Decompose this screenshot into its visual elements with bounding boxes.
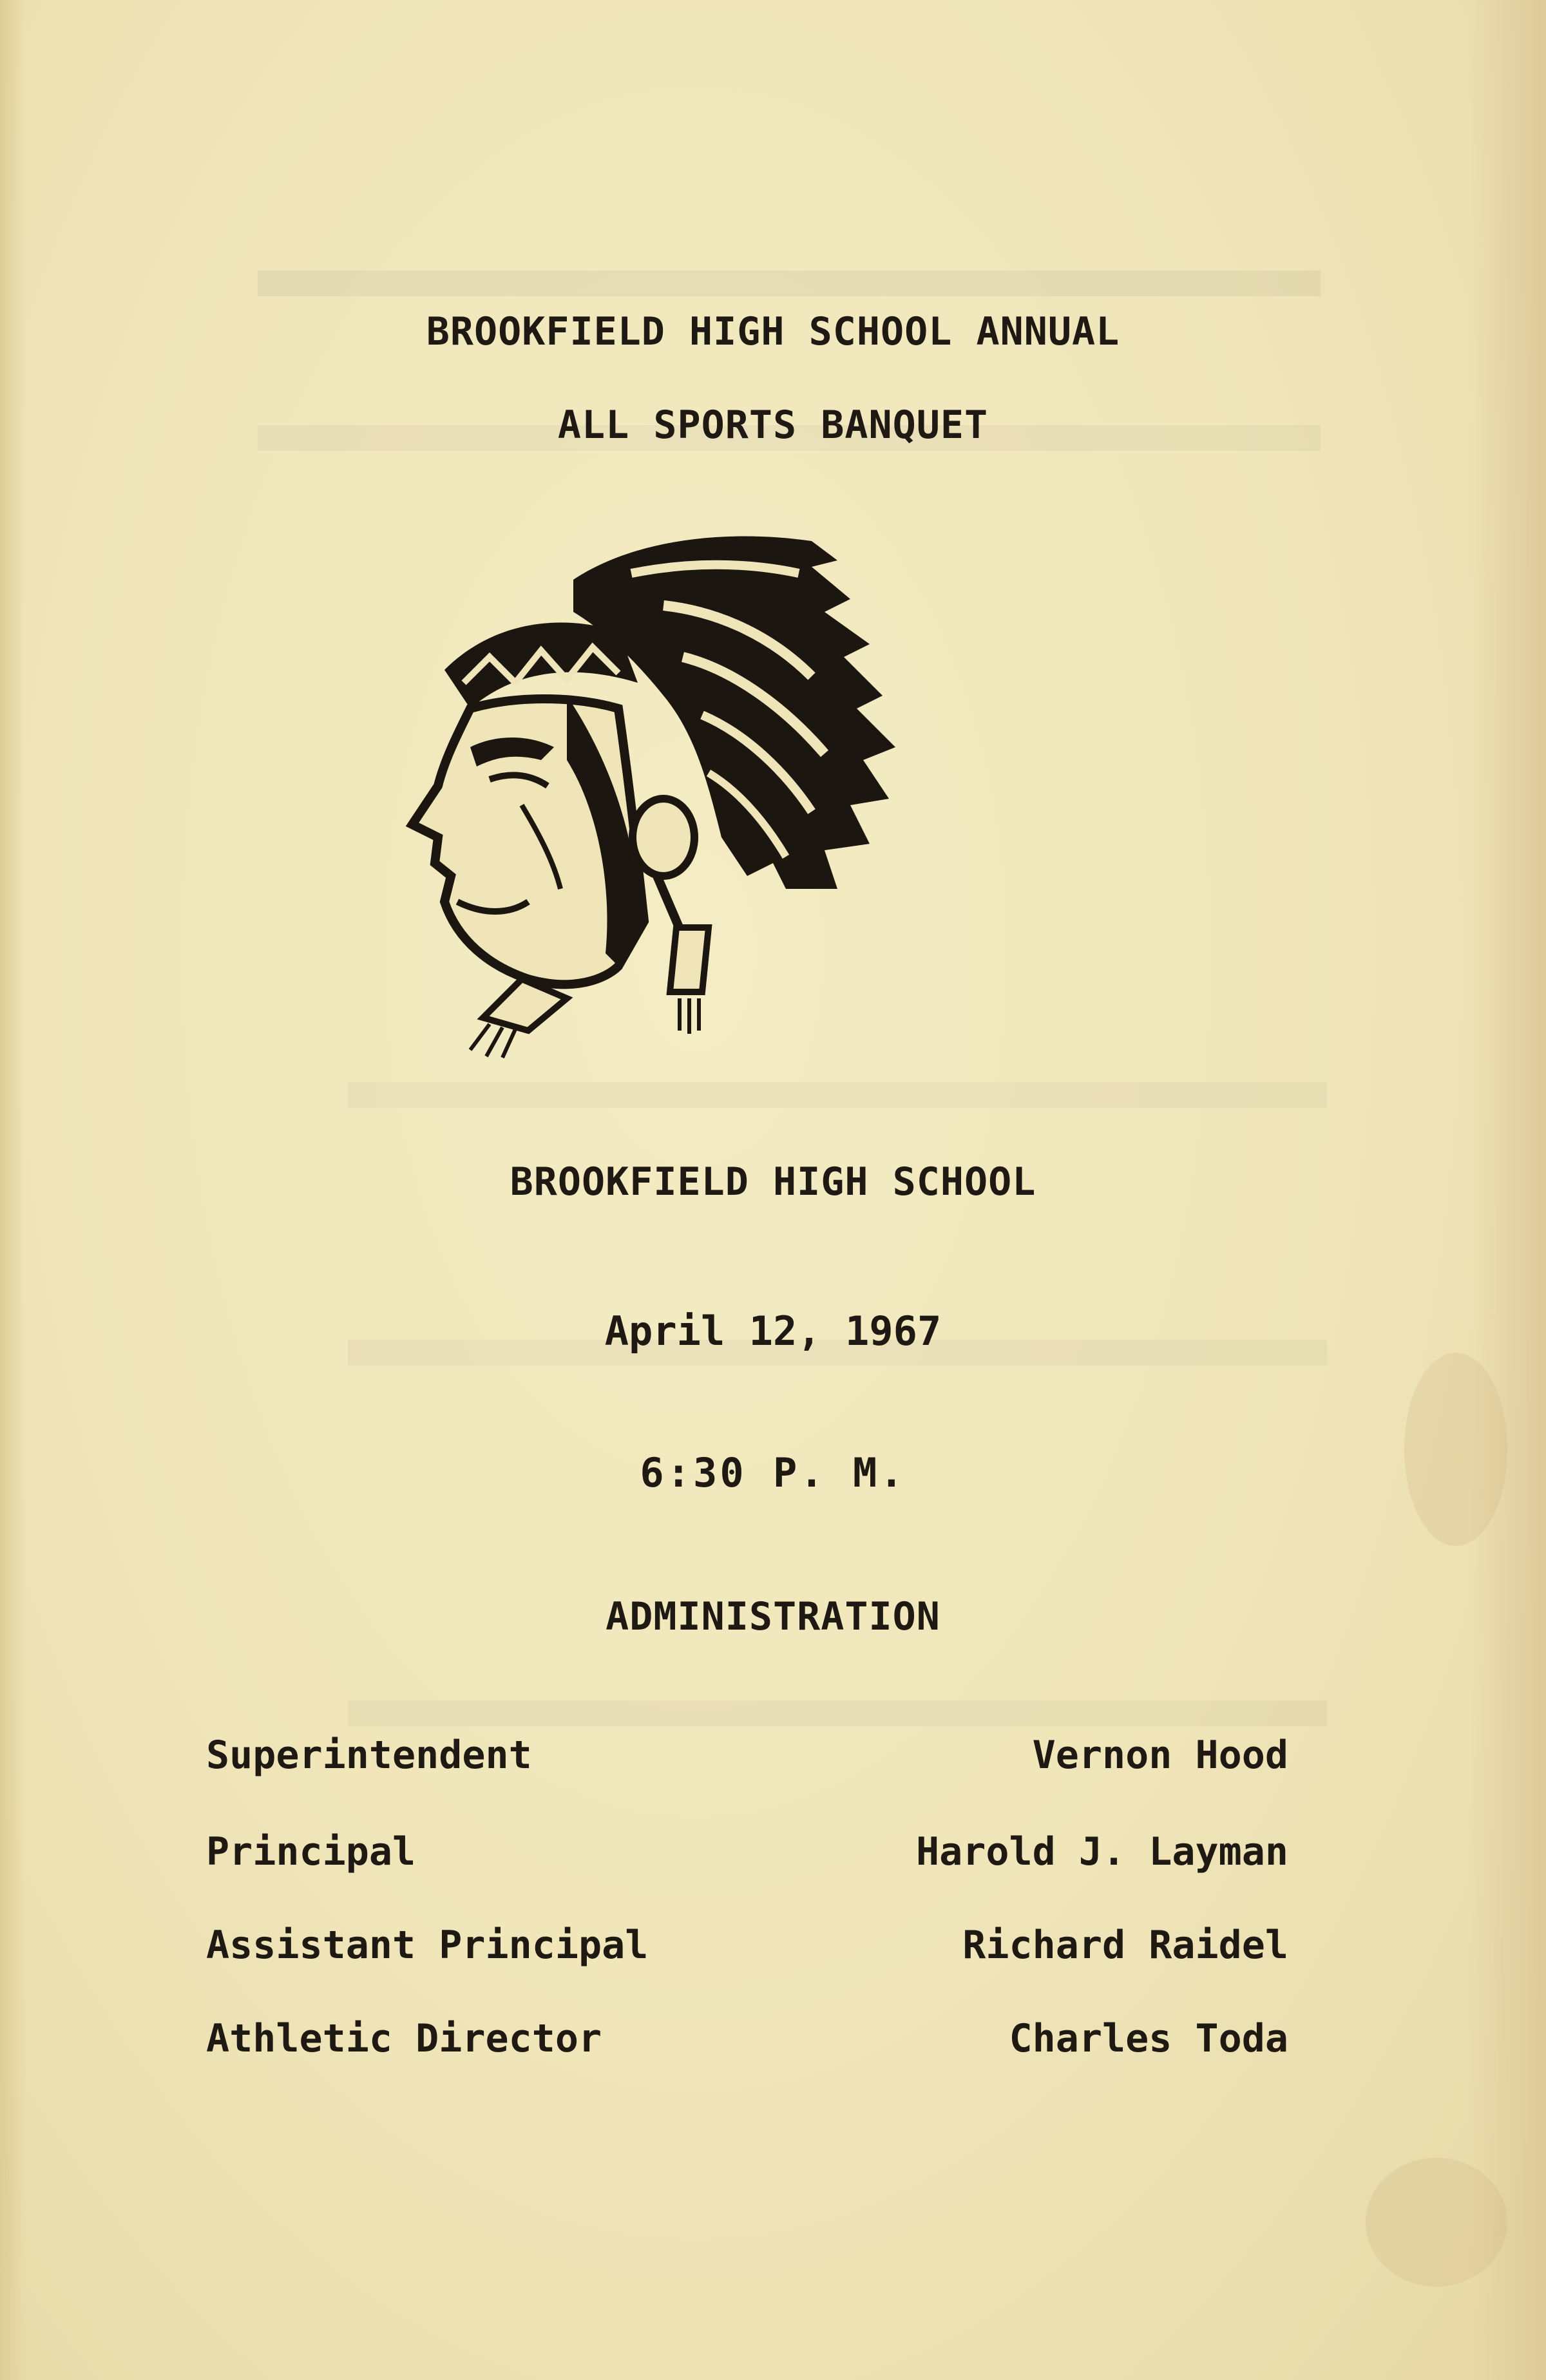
admin-name: Harold J. Layman [916,1829,1288,1874]
event-date: April 12, 1967 [604,1308,942,1355]
admin-role: Assistant Principal [206,1923,649,1968]
indian-head-mascot-icon [361,502,1031,1069]
bleed-through [258,271,1321,296]
admin-name: Vernon Hood [1032,1733,1288,1778]
banquet-title-line2: ALL SPORTS BANQUET [557,403,989,448]
admin-role: Athletic Director [206,2016,602,2061]
admin-role: Principal [206,1829,416,1874]
banquet-title-line1: BROOKFIELD HIGH SCHOOL ANNUAL [426,309,1120,354]
admin-row [0,1733,1546,1784]
event-time: 6:30 P. M. [640,1449,906,1496]
school-name: BROOKFIELD HIGH SCHOOL [510,1159,1036,1204]
admin-role: Superintendent [206,1733,532,1778]
admin-row [0,1829,1546,1881]
bleed-through [348,1700,1327,1726]
administration-heading: ADMINISTRATION [606,1594,940,1639]
admin-row [0,1923,1546,1974]
admin-name: Charles Toda [1009,2016,1288,2061]
admin-name: Richard Raidel [962,1923,1288,1968]
admin-row [0,2016,1546,2068]
paper-stain [1366,2158,1507,2287]
bleed-through [348,1082,1327,1108]
